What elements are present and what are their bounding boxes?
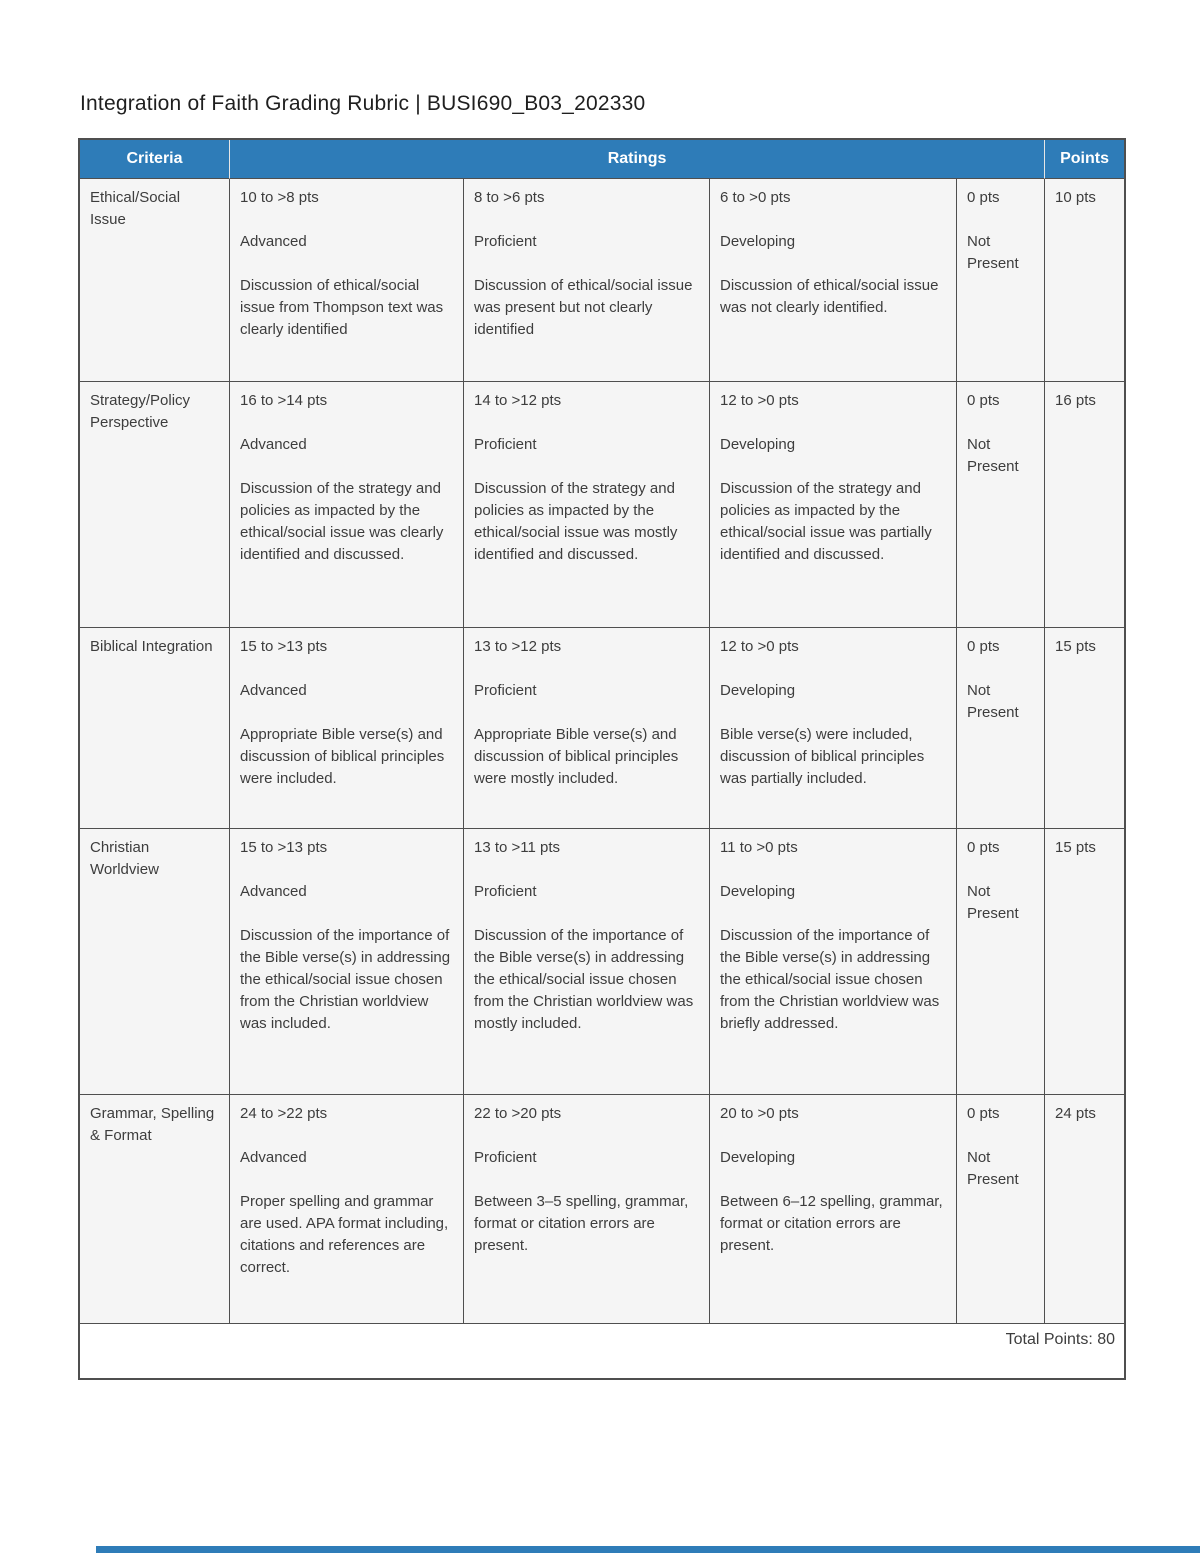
rating-level: Developing (720, 436, 796, 453)
rating-level: Advanced (240, 233, 307, 250)
rating-cell-developing (710, 1095, 957, 1324)
rating-points-range: 16 to >14 pts (240, 392, 328, 409)
criterion-label: Christian Worldview (80, 829, 230, 1095)
rating-level: Proficient (474, 1149, 537, 1166)
header-row (80, 140, 1124, 179)
rating-description: Between 3–5 spelling, grammar, format or citation errors are present. (474, 1193, 689, 1254)
column-header-criteria: Criteria (80, 140, 230, 179)
row-points: 15 pts (1045, 628, 1124, 829)
rating-level: Developing (720, 883, 796, 900)
rating-level: Developing (720, 233, 796, 250)
rating-points-range: 15 to >13 pts (240, 638, 328, 655)
row-points: 15 pts (1045, 829, 1124, 1095)
rating-level: Advanced (240, 436, 307, 453)
rating-level: Advanced (240, 883, 307, 900)
criterion-label: Grammar, Spelling & Format (80, 1095, 230, 1324)
rating-cell-advanced (230, 1095, 464, 1324)
rating-cell-advanced (230, 628, 464, 829)
rating-description: Discussion of ethical/social issue was present but not clearly identified (474, 277, 693, 338)
rating-points-range: 8 to >6 pts (474, 189, 545, 206)
rating-cell-proficient (464, 179, 710, 382)
table-row (80, 628, 1124, 829)
criterion-label: Strategy/Policy Perspective (80, 382, 230, 628)
total-row (80, 1324, 1124, 1378)
rating-description: Discussion of the importance of the Bible verse(s) in addressing the ethical/social issue chosen from the Christian worldview was included. (240, 927, 451, 1032)
rating-description: Discussion of the importance of the Bible verse(s) in addressing the ethical/social issue chosen from the Christian worldview was briefly addressed. (720, 927, 940, 1032)
rating-level: Developing (720, 682, 796, 699)
rating-description: Discussion of the strategy and policies as impacted by the ethical/social issue was mostly identified and discussed. (474, 480, 678, 563)
rating-points-range: 13 to >11 pts (474, 839, 561, 856)
rating-description: Discussion of ethical/social issue from Thompson text was clearly identified (240, 277, 444, 338)
page-title: Integration of Faith Grading Rubric | BUSI690_B03_202330 (80, 92, 646, 115)
rating-points-range: 12 to >0 pts (720, 392, 799, 409)
rating-points-range: 15 to >13 pts (240, 839, 328, 856)
total-points-label: Total Points: 80 (80, 1324, 1124, 1378)
table-row (80, 179, 1124, 382)
rating-cell-advanced (230, 179, 464, 382)
rating-description: Discussion of the importance of the Bible verse(s) in addressing the ethical/social issue chosen from the Christian worldview was mostly included. (474, 927, 694, 1032)
rating-level: Developing (720, 1149, 796, 1166)
column-header-ratings: Ratings (230, 140, 1045, 179)
rating-points-range: 12 to >0 pts (720, 638, 799, 655)
rating-level: Not Present (967, 1149, 1019, 1188)
rating-cell-not-present (957, 179, 1045, 382)
rating-level: Not Present (967, 436, 1019, 475)
rating-cell-proficient (464, 1095, 710, 1324)
rating-description: Discussion of ethical/social issue was not clearly identified. (720, 277, 939, 316)
rating-points-range: 0 pts (967, 1105, 1000, 1122)
rating-description: Discussion of the strategy and policies as impacted by the ethical/social issue was clearly identified and discussed. (240, 480, 444, 563)
rubric-table (78, 138, 1126, 1380)
rating-cell-advanced (230, 382, 464, 628)
rating-points-range: 0 pts (967, 638, 1000, 655)
rating-points-range: 0 pts (967, 839, 1000, 856)
rating-description: Appropriate Bible verse(s) and discussion of biblical principles were included. (240, 726, 445, 787)
row-points: 24 pts (1045, 1095, 1124, 1324)
table-row (80, 829, 1124, 1095)
rating-points-range: 6 to >0 pts (720, 189, 791, 206)
row-points: 10 pts (1045, 179, 1124, 382)
rating-cell-not-present (957, 628, 1045, 829)
criterion-label: Biblical Integration (80, 628, 230, 829)
rating-level: Proficient (474, 436, 537, 453)
rating-level: Advanced (240, 1149, 307, 1166)
rating-cell-developing (710, 179, 957, 382)
rating-points-range: 24 to >22 pts (240, 1105, 328, 1122)
rating-description: Appropriate Bible verse(s) and discussion of biblical principles were mostly included. (474, 726, 679, 787)
rating-description: Discussion of the strategy and policies as impacted by the ethical/social issue was partially identified and discussed. (720, 480, 932, 563)
rating-cell-not-present (957, 829, 1045, 1095)
rating-points-range: 10 to >8 pts (240, 189, 319, 206)
rating-points-range: 20 to >0 pts (720, 1105, 799, 1122)
rating-description: Proper spelling and grammar are used. APA format including, citations and references are correct. (240, 1193, 449, 1276)
rating-level: Advanced (240, 682, 307, 699)
rating-cell-advanced (230, 829, 464, 1095)
rating-description: Between 6–12 spelling, grammar, format or citation errors are present. (720, 1193, 943, 1254)
rating-points-range: 0 pts (967, 392, 1000, 409)
rating-cell-developing (710, 382, 957, 628)
column-header-points: Points (1045, 140, 1124, 179)
table-row (80, 1095, 1124, 1324)
table-row (80, 382, 1124, 628)
rating-level: Proficient (474, 883, 537, 900)
rating-points-range: 22 to >20 pts (474, 1105, 562, 1122)
rating-cell-developing (710, 829, 957, 1095)
rating-level: Not Present (967, 682, 1019, 721)
rating-points-range: 13 to >12 pts (474, 638, 562, 655)
rating-cell-proficient (464, 628, 710, 829)
rating-points-range: 0 pts (967, 189, 1000, 206)
rating-level: Proficient (474, 233, 537, 250)
rating-cell-not-present (957, 382, 1045, 628)
rating-points-range: 14 to >12 pts (474, 392, 562, 409)
criterion-label: Ethical/Social Issue (80, 179, 230, 382)
partial-next-table-header-bar (96, 1546, 1200, 1553)
rating-level: Not Present (967, 233, 1019, 272)
rating-cell-proficient (464, 382, 710, 628)
rating-level: Proficient (474, 682, 537, 699)
rating-cell-proficient (464, 829, 710, 1095)
rating-cell-developing (710, 628, 957, 829)
row-points: 16 pts (1045, 382, 1124, 628)
rating-level: Not Present (967, 883, 1019, 922)
rating-description: Bible verse(s) were included, discussion of biblical principles was partially included. (720, 726, 925, 787)
rating-cell-not-present (957, 1095, 1045, 1324)
rating-points-range: 11 to >0 pts (720, 839, 798, 856)
